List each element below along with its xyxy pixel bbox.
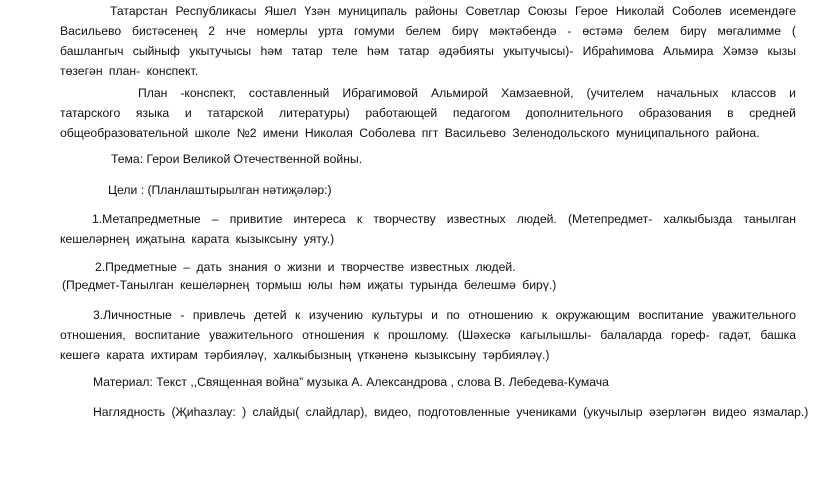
intro-paragraph-russian: План -конспект, составленный Ибрагимовой Альмирой Хамзаевной, (учителем начальных классов и татарского языка и татарской литературы) работающей педагогом дополнительного образования в средней общеобразовательной школе №2 имени Николая Соболева пгт Васильево Зеленодольского муниципального района. (60, 86, 796, 140)
goal-subject: 2.Предметные – дать знания о жизни и творчестве известных людей. (95, 260, 516, 274)
lesson-theme: Тема: Герои Великой Отечественной войны. (111, 152, 363, 166)
lesson-material: Материал: Текст ,,Священная война” музыка А. Александрова , слова В. Лебедева-Кумача (93, 375, 609, 389)
intro-paragraph-tatar: Татарстан Республикасы Яшел Үзән муниципаль районы Советлар Союзы Герое Николай Соболев исемендәге Васильево бистәсенең 2 нче номерлы урта гомуми белем бирү мәктәбендә - өстәмә белем бирү мөгалимме ( башлангыч сыйныф укытучысы һәм татар теле һәм татар әдәбияты укытучысы)- Ибраһимова Альмира Хәмзә кызы төзегән план- конспект. (60, 4, 796, 78)
goal-personal: 3.Личностные - привлечь детей к изучению культуры и по отношению к окружающим воспитание уважительного отношения, воспитание уважительного отношения к прошлому. (Шәхескә кагылышлы- балаларда гореф- гадәт, башка кешегә карата ихтирам тәрбияләү, халкыбызның үткәненә кызыксыну тәрбияләү.) (60, 308, 796, 362)
goal-subject-tatar: (Предмет-Танылган кешеләрнең тормыш юлы һәм иҗаты турында белешмә бирү.) (62, 278, 557, 292)
goals-heading: Цели : (Планлаштырылган нәтиҗәләр:) (108, 183, 332, 197)
visual-aids: Наглядность (Җиһазлау: ) слайды( слайдлар), видео, подготовленные учениками (укучылыр әзерләгән видео язмалар.) (93, 405, 809, 419)
goal-metasubject: 1.Метапредметные – привитие интереса к творчеству известных людей. (Метепредмет- халкыбызда танылган кешеләрнең иҗатына карата кызыксыну уяту.) (60, 212, 796, 246)
